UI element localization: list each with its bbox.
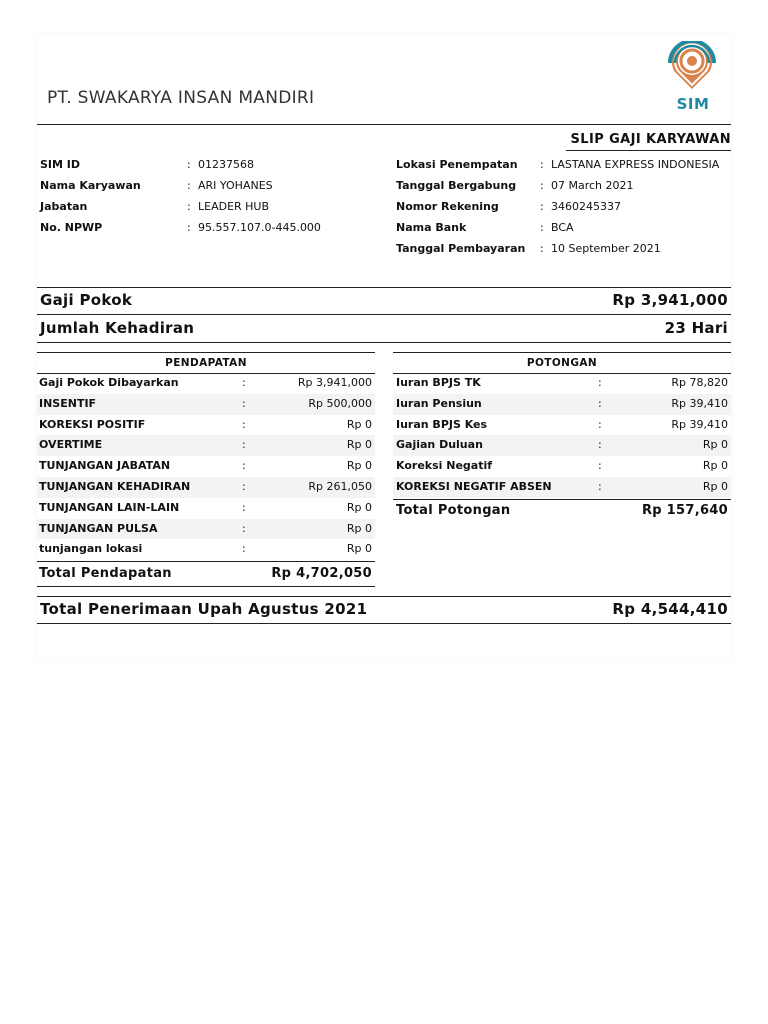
info-colon: : [187, 158, 191, 171]
row-value: Rp 0 [346, 521, 372, 535]
grand-total-bottom-divider [37, 623, 731, 624]
row-value: Rp 261,050 [308, 480, 372, 493]
row-value: Rp 0 [702, 438, 728, 452]
row-label: Iuran Pensiun [396, 396, 482, 410]
info-label: Tanggal Pembayaran [396, 242, 526, 255]
row-value: Rp 0 [346, 500, 372, 514]
row-label: KOREKSI NEGATIF ABSEN [396, 480, 552, 493]
row-value: Rp 3,941,000 [297, 376, 372, 389]
row-colon: : [242, 376, 246, 389]
table-row [393, 435, 731, 456]
info-value: 10 September 2021 [551, 242, 661, 255]
row-label: TUNJANGAN PULSA [39, 521, 158, 535]
kehadiran-label: Jumlah Kehadiran [40, 319, 195, 337]
total-value: Rp 157,640 [641, 503, 728, 518]
potongan-header: POTONGAN [393, 352, 731, 374]
info-value: 07 March 2021 [551, 179, 634, 192]
logo-icon [664, 41, 720, 93]
info-colon: : [187, 179, 191, 192]
slip-title-underline [566, 150, 731, 151]
grand-total-value: Rp 4,544,410 [612, 600, 728, 618]
row-value: Rp 0 [702, 480, 728, 493]
info-value: 01237568 [198, 158, 254, 171]
info-value: ARI YOHANES [198, 179, 273, 192]
logo-text: SIM [676, 95, 710, 113]
info-label: Lokasi Penempatan [396, 158, 518, 171]
row-value: Rp 0 [346, 459, 372, 473]
pendapatan-table [37, 352, 375, 588]
summary-mid-divider [37, 314, 731, 315]
row-colon: : [242, 459, 246, 473]
info-colon: : [540, 200, 544, 213]
info-colon: : [540, 242, 544, 255]
row-colon: : [598, 438, 602, 452]
row-label: Gajian Duluan [396, 438, 483, 452]
row-colon: : [242, 542, 246, 556]
table-row [37, 519, 375, 540]
table-row [393, 477, 731, 498]
table-row [37, 394, 375, 415]
row-value: Rp 0 [702, 459, 728, 473]
row-colon: : [242, 480, 246, 493]
table-row [393, 394, 731, 415]
info-label: Nama Karyawan [40, 179, 141, 192]
row-colon: : [242, 396, 246, 410]
potongan-total-divider [393, 499, 731, 500]
info-value: 3460245337 [551, 200, 621, 213]
row-label: TUNJANGAN JABATAN [39, 459, 171, 473]
row-value: Rp 500,000 [308, 396, 372, 410]
table-row [37, 498, 375, 519]
row-label: tunjangan lokasi [39, 542, 143, 556]
table-row [393, 373, 731, 394]
row-value: Rp 0 [346, 542, 372, 556]
row-value: Rp 0 [346, 417, 372, 431]
summary-top-divider [37, 287, 731, 288]
row-value: Rp 39,410 [671, 396, 728, 410]
row-value: Rp 0 [346, 438, 372, 452]
grand-total-label: Total Penerimaan Upah Agustus 2021 [40, 600, 368, 618]
row-colon: : [242, 521, 246, 535]
info-label: Jabatan [40, 200, 88, 213]
row-label: OVERTIME [39, 438, 103, 452]
pendapatan-bottom-divider [37, 586, 375, 587]
table-row [393, 456, 731, 477]
table-row [37, 435, 375, 456]
company-logo [664, 41, 720, 113]
pendapatan-total-divider [37, 561, 375, 562]
total-label: Total Pendapatan [39, 566, 172, 581]
row-value: Rp 78,820 [671, 376, 728, 389]
row-colon: : [598, 396, 602, 410]
row-label: Koreksi Negatif [396, 459, 493, 473]
row-label: Gaji Pokok Dibayarkan [39, 376, 179, 389]
company-name: PT. SWAKARYA INSAN MANDIRI [47, 88, 315, 108]
info-label: No. NPWP [40, 221, 103, 234]
row-colon: : [598, 376, 602, 389]
table-row [393, 415, 731, 436]
summary-bottom-divider [37, 342, 731, 343]
slip-title: SLIP GAJI KARYAWAN [570, 132, 731, 147]
table-row [37, 415, 375, 436]
row-label: INSENTIF [39, 396, 97, 410]
info-colon: : [540, 221, 544, 234]
info-label: Nomor Rekening [396, 200, 499, 213]
row-value: Rp 39,410 [671, 417, 728, 431]
info-value: LASTANA EXPRESS INDONESIA [551, 158, 720, 171]
row-colon: : [598, 459, 602, 473]
gaji-pokok-value: Rp 3,941,000 [612, 291, 728, 309]
table-row [37, 539, 375, 560]
info-colon: : [187, 200, 191, 213]
row-colon: : [242, 438, 246, 452]
row-label: Iuran BPJS TK [396, 376, 481, 389]
info-label: Nama Bank [396, 221, 467, 234]
row-label: TUNJANGAN LAIN-LAIN [39, 500, 180, 514]
info-label: Tanggal Bergabung [396, 179, 517, 192]
info-value: 95.557.107.0-445.000 [198, 221, 321, 234]
grand-total-top-divider [37, 596, 731, 597]
row-colon: : [598, 480, 602, 493]
row-label: TUNJANGAN KEHADIRAN [39, 480, 191, 493]
total-label: Total Potongan [396, 503, 511, 518]
gaji-pokok-label: Gaji Pokok [40, 291, 133, 309]
header-divider [37, 124, 731, 125]
info-value: BCA [551, 221, 574, 234]
info-colon: : [540, 158, 544, 171]
row-colon: : [242, 500, 246, 514]
row-colon: : [242, 417, 246, 431]
row-label: Iuran BPJS Kes [396, 417, 488, 431]
total-value: Rp 4,702,050 [271, 566, 372, 581]
potongan-table [393, 352, 731, 522]
info-value: LEADER HUB [198, 200, 270, 213]
row-label: KOREKSI POSITIF [39, 417, 146, 431]
info-label: SIM ID [40, 158, 81, 171]
row-colon: : [598, 417, 602, 431]
info-colon: : [540, 179, 544, 192]
pendapatan-header: PENDAPATAN [37, 352, 375, 374]
info-colon: : [187, 221, 191, 234]
table-row [37, 477, 375, 498]
table-row [37, 456, 375, 477]
table-row [37, 373, 375, 394]
kehadiran-value: 23 Hari [664, 319, 728, 337]
